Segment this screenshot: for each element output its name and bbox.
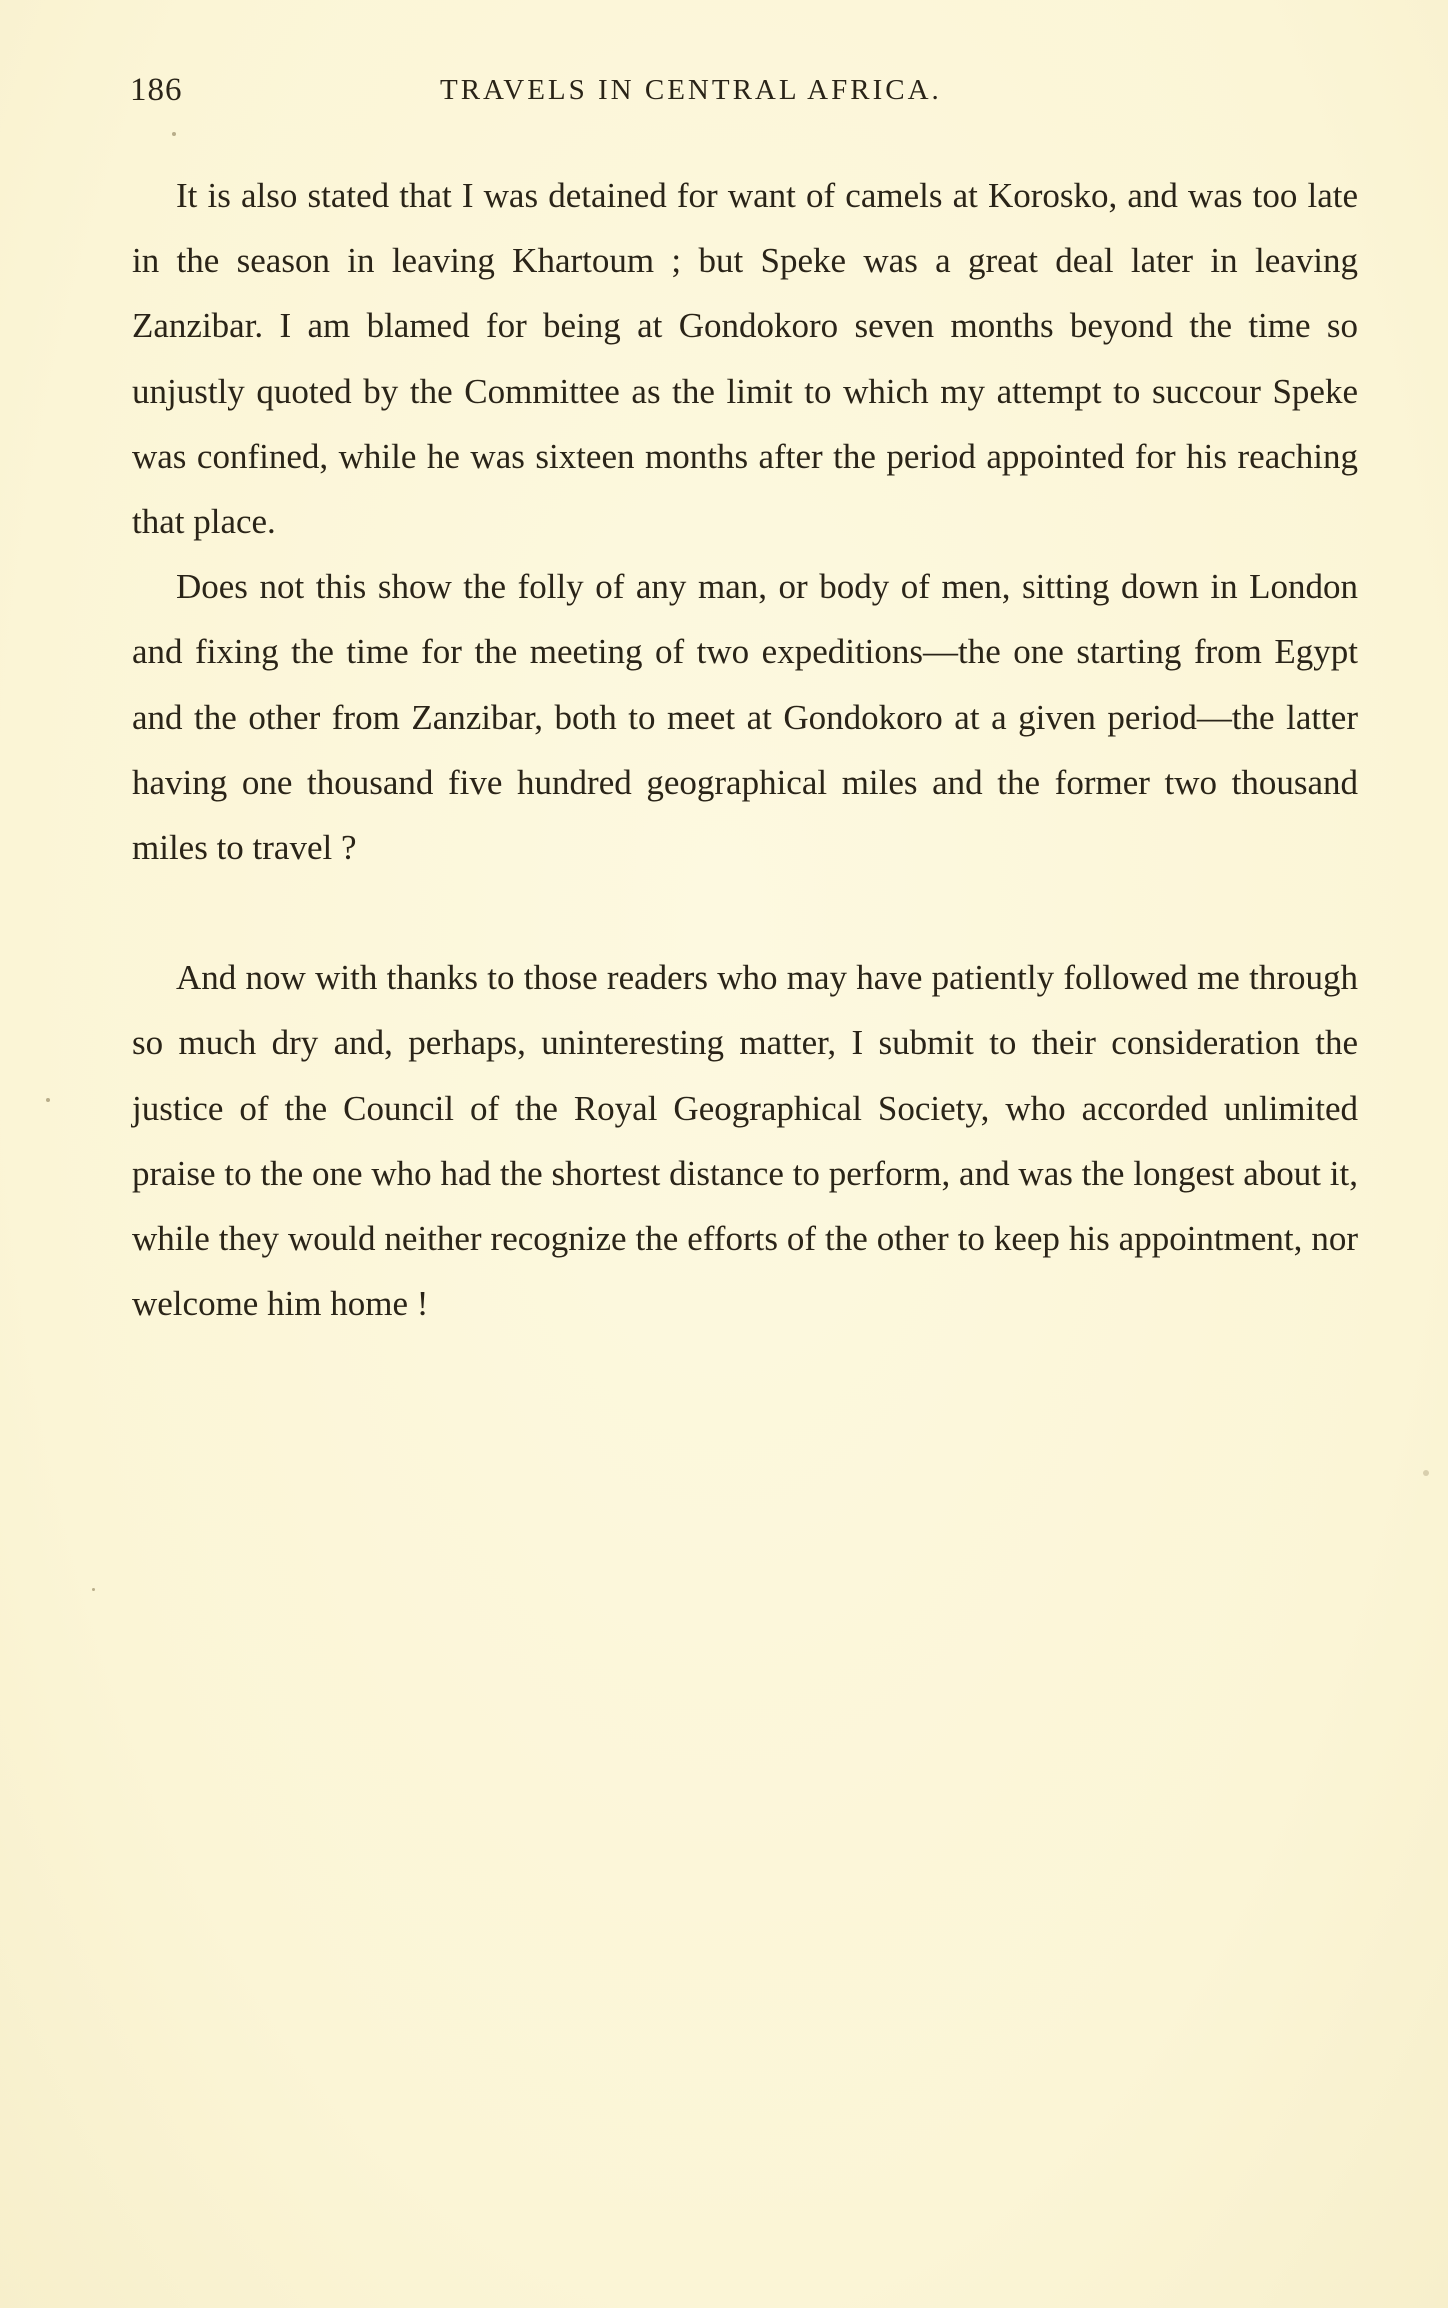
paper-speck <box>46 1098 50 1102</box>
running-title: TRAVELS IN CENTRAL AFRICA. <box>440 74 942 106</box>
paper-speck <box>1423 1470 1429 1476</box>
paper-speck <box>172 132 176 136</box>
paragraph-closing-remarks: And now with thanks to those readers who may have patiently followed me through so much dry and, perhaps, uninteresting matter, I submit to their consideration the justice of the Council of the Royal Geographical Society, who accorded unlimited praise to the one who had the shortest distance to perform, and was the longest about it, while they would neither recognize the efforts of the other to keep his appointment, nor welcome him home ! <box>132 958 1358 1324</box>
paper-speck <box>92 1588 95 1591</box>
running-head <box>130 72 1350 116</box>
page-number: 186 <box>130 72 183 108</box>
body-text <box>132 163 1358 1336</box>
paragraph-folly-of-committee: Does not this show the folly of any man, or body of men, sitting down in London and fixing the time for the meeting of two expeditions—the one starting from Egypt and the other from Zanzibar, both to meet at Gondokoro at a given period—the latter having one thousand five hundred geographical miles and the former two thousand miles to travel ? <box>132 567 1358 868</box>
paragraph-detained-at-korosko: It is also stated that I was detained for want of camels at Korosko, and was too late in the season in leaving Khartoum ; but Speke was a great deal later in leaving Zanzibar. I am blamed for being at Gondokoro seven months beyond the time so unjustly quoted by the Committee as the limit to which my attempt to succour Speke was confined, while he was sixteen months after the period appointed for his reaching that place. <box>132 176 1358 542</box>
